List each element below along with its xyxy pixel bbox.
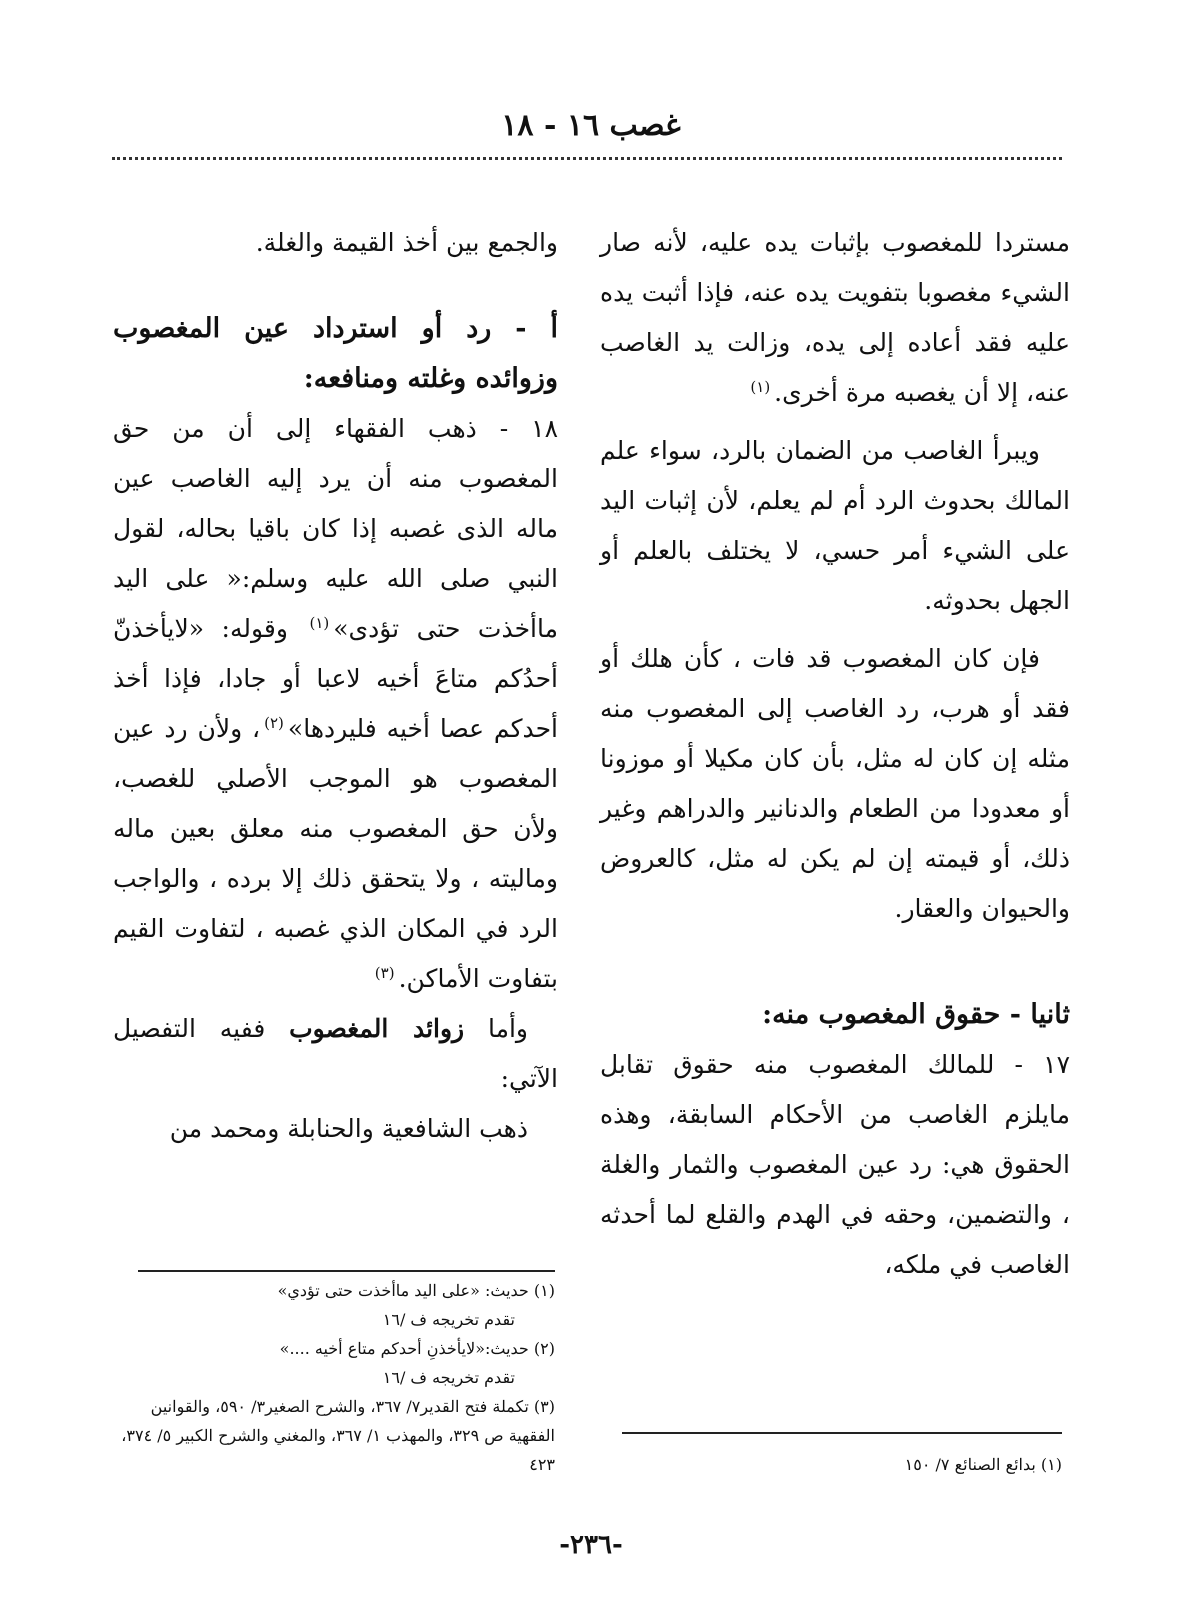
section-heading-restitution: أ - رد أو استرداد عين المغصوب وزوائده وغلته ومنافعه: xyxy=(113,313,558,394)
left-paragraph-4: ذهب الشافعية والحنابلة ومحمد من xyxy=(169,1114,528,1143)
right-paragraph-1 xyxy=(600,218,1070,418)
left-paragraph-3-lead: وأما xyxy=(487,1014,528,1043)
left-paragraph-3-rest: ففيه التفصيل الآتي: xyxy=(113,1014,558,1093)
left-paragraph-3-bold: زوائد المغصوب xyxy=(289,1014,465,1043)
left-paragraph-2a: ١٨ - ذهب الفقهاء إلى أن من حق المغصوب منه أن يرد إليه الغاصب عين ماله الذى غصبه إذا كان باقيا بحاله، لقول النبي صلى الله عليه وسلم:« على اليد ماأخذت حتى تؤدى» xyxy=(113,414,558,643)
left-paragraph-1: والجمع بين أخذ القيمة والغلة. xyxy=(255,228,558,257)
footnote-ref: (١) xyxy=(750,377,771,396)
footnote-rule-right xyxy=(622,1432,1062,1434)
right-paragraph-4: ١٧ - للمالك المغصوب منه حقوق تقابل مايلزم الغاصب من الأحكام السابقة، وهذه الحقوق هي: رد عين المغصوب والثمار والغلة ، والتضمين، وحقه في الهدم والقلع لما أحدثه الغاصب في ملكه، xyxy=(600,1050,1070,1279)
page-number: -٢٣٦- xyxy=(559,1530,623,1560)
footnote-rule-left xyxy=(138,1270,555,1272)
footnote-left-2-sub: تقدم تخريجه ف /١٦ xyxy=(382,1368,515,1387)
footnotes-right xyxy=(622,1450,1062,1479)
footnotes-left xyxy=(110,1276,555,1479)
footnote-left-3: (٣) تكملة فتح القدير٧/ ٣٦٧، والشرح الصغير٣/ ٥٩٠، والقوانين الفقهية ص ٣٢٩، والمهذب ١/ ٣٦٧، والمغني والشرح الكبير ٥/ ٣٧٤، ٤٢٣ xyxy=(121,1397,555,1474)
footnote-left-1: (١) حديث: «على اليد ماأخذت حتى تؤدي» xyxy=(277,1281,555,1300)
footnote-right-1: (١) بدائع الصنائع ٧/ ١٥٠ xyxy=(904,1455,1062,1474)
footnote-ref: (٢) xyxy=(264,713,284,732)
right-paragraph-3: فإن كان المغصوب قد فات ، كأن هلك أو فقد أو هرب، رد الغاصب إلى المغصوب منه مثله إن كان له مثل، بأن كان مكيلا أو موزونا أو معدودا من الطعام والدنانير والدراهم وغير ذلك، أو قيمته إن لم يكن له مثل، كالعروض والحيوان والعقار. xyxy=(600,644,1070,923)
right-paragraph-2: ويبرأ الغاصب من الضمان بالرد، سواء علم المالك بحدوث الرد أم لم يعلم، لأن إثبات اليد على الشيء أمر حسي، لا يختلف بالعلم أو الجهل بحدوثه. xyxy=(600,436,1070,615)
left-column xyxy=(113,218,558,1154)
section-heading-rights: ثانيا - حقوق المغصوب منه: xyxy=(762,999,1070,1030)
footnote-ref: (١) xyxy=(309,613,330,632)
left-paragraph-2 xyxy=(113,404,558,1004)
footnote-left-1-sub: تقدم تخريجه ف /١٦ xyxy=(382,1310,515,1329)
footnote-ref: (٣) xyxy=(374,963,395,982)
right-paragraph-1-text: مستردا للمغصوب بإثبات يده عليه، لأنه صار الشيء مغصوبا بتفويت يده عنه، فإذا أثبت يده عليه فقد أعاده إلى يده، وزالت يد الغاصب عنه، إلا أن يغصبه مرة أخرى. xyxy=(600,228,1070,407)
header-dotted-rule xyxy=(112,157,1062,160)
right-column xyxy=(600,218,1070,1290)
left-paragraph-3 xyxy=(113,1004,558,1104)
left-paragraph-2b: وقوله: «لايأخذنّ أحدُكم متاعَ أخيه لاعبا أو جادا، فإذا أخذ أحدكم عصا أخيه فليردها» xyxy=(113,614,558,743)
page-header-title: غصب ١٦ - ١٨ xyxy=(501,108,681,143)
left-paragraph-2c: ، ولأن رد عين المغصوب هو الموجب الأصلي للغصب، ولأن حق المغصوب منه معلق بعين ماله وماليته ، ولا يتحقق ذلك إلا برده ، والواجب الرد في المكان الذي غصبه ، لتفاوت القيم بتفاوت الأماكن. xyxy=(113,714,558,993)
footnote-left-2: (٢) حديث:«لايأخذنِ أحدكم متاع أخيه ....» xyxy=(279,1339,555,1358)
